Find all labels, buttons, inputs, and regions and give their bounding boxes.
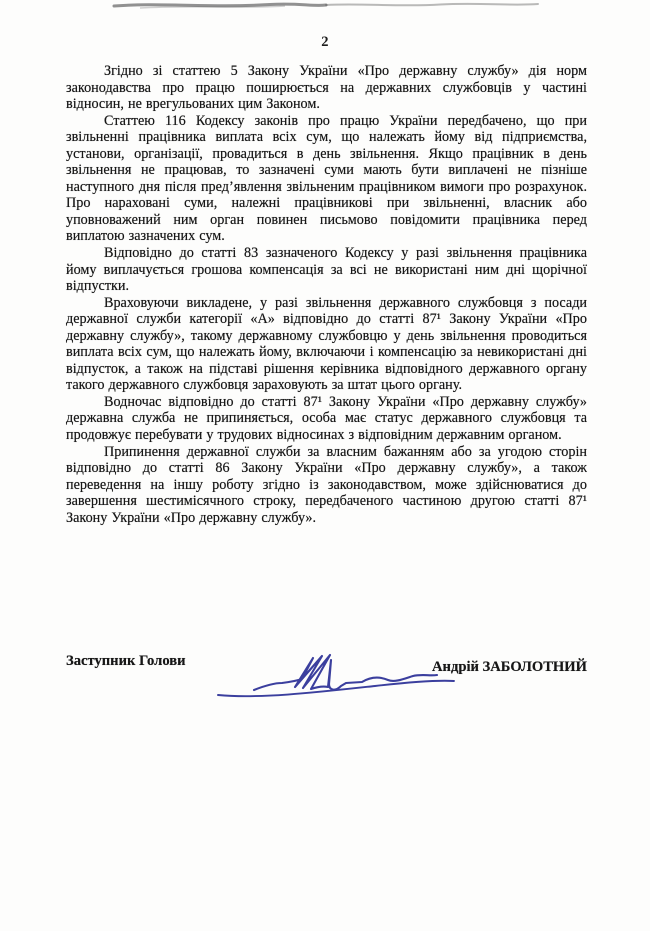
paragraph-4: Враховуючи викладене, у разі звільнення державного службовця з посади державної служби категорії «А» відповідно до статті 87¹ Закону України «Про державну службу», такому державному службовцю у день звільнення проводиться виплата всіх сум, що належать йому, включаючи і компенсацію за невикористані дні відпусток, а також на підставі рішення керівника відповідного державного органу такого державного службовця зараховують за штат цього органу.	[66, 294, 587, 394]
page-number: 2	[321, 34, 329, 50]
paragraph-6: Припинення державної служби за власним бажанням або за угодою сторін відповідно до статті 86 Закону України «Про державну службу», а також переведення на іншу роботу згідно із законодавством, може здійснюватися до завершення шестимісячного строку, передбаченого частиною другою статті 87¹ Закону України «Про державну службу».	[66, 443, 587, 526]
signee-name: Андрій ЗАБОЛОТНИЙ	[432, 659, 587, 675]
paragraph-5: Водночас відповідно до статті 87¹ Закону України «Про державну службу» державна служба не припиняється, особа має статус державного службовця та продовжує перебувати у трудових відносинах з відповідним державним органом.	[66, 393, 587, 444]
handwritten-signature	[210, 645, 470, 703]
scan-smudge-artifact	[100, 0, 560, 14]
paragraph-2: Статтею 116 Кодексу законів про працю України передбачено, що при звільненні працівника виплата всіх сум, що належать йому від підприємства, установи, організації, провадиться в день звільнення. Якщо працівник в день звільнення не працював, то зазначені суми мають бути виплачені не пізніше наступного дня після пред’явлення звільненим працівником вимоги про розрахунок. Про нараховані суми, належні працівникові при звільненні, власник або уповноважений ним орган повинен письмово повідомити працівника перед виплатою зазначених сум.	[66, 112, 587, 245]
document-body	[66, 63, 587, 526]
signature-stroke	[254, 655, 437, 690]
paragraph-3: Відповідно до статті 83 зазначеного Кодексу у разі звільнення працівника йому виплачується грошова компенсація за всі не використані ним дні щорічної відпустки.	[66, 245, 587, 295]
paragraph-1: Згідно зі статтею 5 Закону України «Про державну службу» дія норм законодавства про працю поширюється на державних службовців у частині відносин, не врегульованих цим Законом.	[66, 63, 587, 113]
signature-block	[66, 650, 587, 700]
signee-title: Заступник Голови	[66, 653, 186, 669]
signature-underline	[218, 681, 454, 696]
